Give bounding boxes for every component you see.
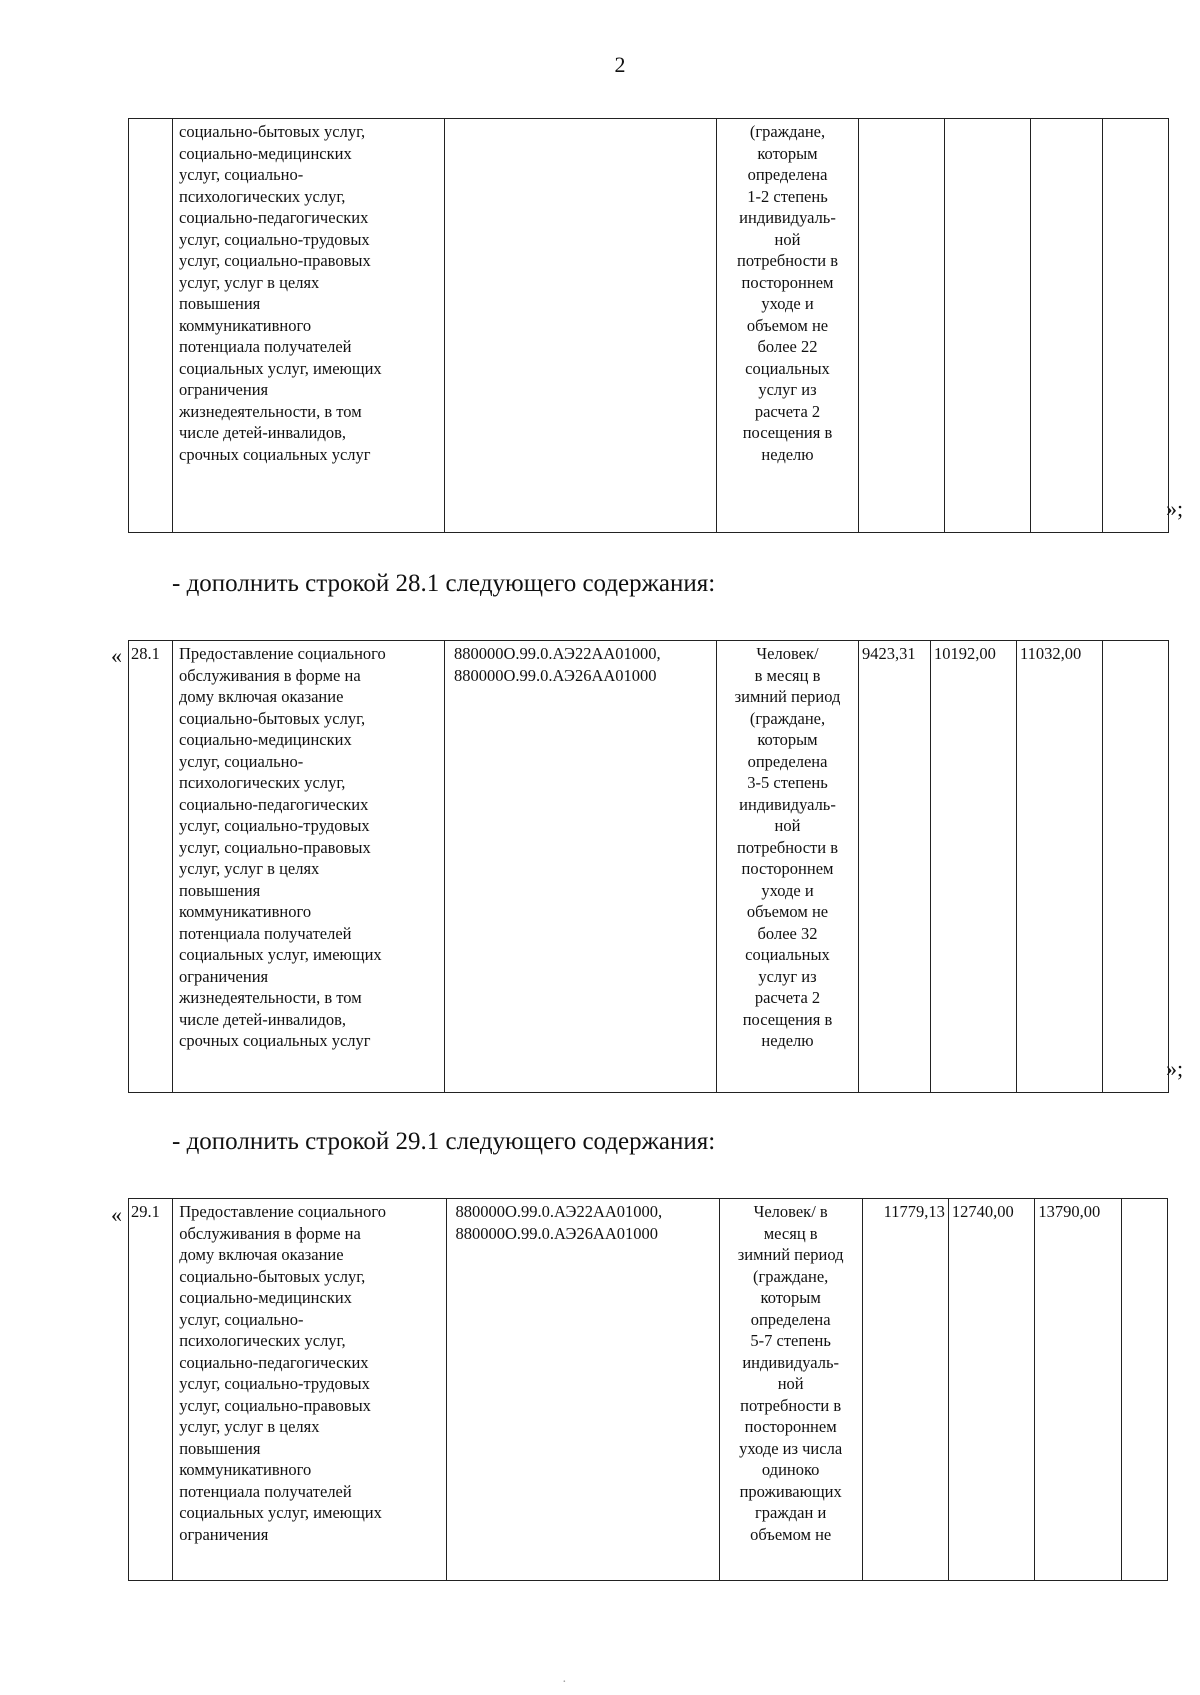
text-line: неделю [761,1031,814,1050]
cell-description [173,119,445,533]
cell-value-1 [859,119,945,533]
text-line: потенциала получателей [179,337,352,356]
text-line: услуг из [758,966,817,986]
text-line: услуг, социально-трудовых [179,1374,370,1393]
text-line: объемом не [746,315,829,335]
text-line: ограничения [179,1524,269,1544]
opening-quote: « [111,643,122,668]
text-line: (граждане, [753,1266,829,1286]
text-line: постороннем [741,859,834,878]
text-line: социально-педагогических [179,208,369,227]
text-line: которым [760,1288,821,1307]
table-continuation [128,118,1169,533]
text-line: числе детей-инвалидов, [179,1009,347,1029]
text-line: которым [757,143,818,163]
cell-unit [717,119,859,533]
text-line: ограничения [179,380,269,399]
closing-quote: »; [1166,496,1184,521]
text-line: обслуживания в форме на [179,665,361,685]
cell-empty [1103,119,1169,533]
text-line: социально-медицинских [179,730,352,749]
text-line: дому включая оказание [179,1245,344,1264]
cell-value-2: 10192,00 [931,641,1017,1093]
text-line: психологических услуг, [179,773,346,792]
row-number: 28.1 [129,641,173,1093]
text-line: услуг, социально-правовых [179,251,371,270]
text-line: граждан и [755,1503,827,1522]
cell-codes [445,641,717,1093]
text-line: социальных [745,358,830,378]
text-line: Человек/ [756,644,819,663]
text-line: коммуникативного [179,902,312,921]
text-line: социально-бытовых услуг, [179,1266,366,1286]
text-line: 880000О.99.0.АЭ22АА01000, [454,644,661,663]
cell-value-3 [1031,119,1103,533]
text-line: 880000О.99.0.АЭ22АА01000, [455,1202,663,1221]
text-line: повышения [179,1438,261,1458]
text-line: социальных услуг, имеющих [179,945,382,964]
text-line: социально-педагогических [179,1352,369,1372]
text-line: (граждане, [749,708,826,728]
cell-codes [446,1199,719,1581]
text-line: более 22 [757,337,818,356]
scan-speck: · [562,1675,567,1690]
text-line: числе детей-инвалидов, [179,423,347,442]
text-line: потребности в [740,1395,842,1415]
text-line: зимний период [734,687,841,706]
text-line: зимний период [737,1245,844,1264]
text-line: социально-педагогических [179,794,369,814]
page-number: 2 [614,52,626,77]
text-line: (граждане, [749,122,826,141]
text-line: потенциала получателей [179,1481,352,1501]
text-line: 880000О.99.0.АЭ26АА01000 [454,665,657,685]
text-line: более 32 [757,923,818,943]
text-line: посещения в [742,423,833,442]
text-line: 880000О.99.0.АЭ26АА01000 [455,1223,659,1243]
table-row [129,119,1169,533]
text-line: потенциала получателей [179,923,352,943]
closing-quote: »; [1166,1056,1184,1081]
text-line: срочных социальных услуг [179,1031,371,1050]
text-line: ной [774,816,801,835]
text-line: социально-бытовых услуг, [179,708,366,728]
text-line: социальных услуг, имеющих [179,1503,382,1522]
text-line: психологических услуг, [179,186,346,206]
text-line: ной [774,229,801,249]
text-line: услуг, услуг в целях [179,859,320,878]
text-line: потребности в [736,251,838,270]
text-line: услуг, социально- [179,1309,304,1329]
text-line: услуг, социально-трудовых [179,229,370,249]
cell-unit [719,1199,862,1581]
cell-value-1: 9423,31 [859,641,931,1093]
cell-value-2: 12740,00 [948,1199,1034,1581]
opening-quote: « [111,1202,122,1227]
text-line: 1-2 степень [747,186,828,206]
text-line: индивидуаль- [739,794,836,814]
cell-value-3: 11032,00 [1017,641,1103,1093]
text-line: услуг, социально- [179,165,304,184]
text-line: услуг, социально- [179,751,304,771]
table-row-29-1 [128,1198,1168,1581]
text-line: индивидуаль- [739,208,836,227]
cell-description [173,641,445,1093]
cell-empty [1121,1199,1167,1581]
text-line: 3-5 степень [747,773,828,792]
cell-description [173,1199,446,1581]
text-line: объемом не [746,902,829,921]
text-line: обслуживания в форме на [179,1223,361,1243]
text-line: объемом не [750,1524,832,1544]
text-line: услуг из [758,380,817,399]
text-line: потребности в [736,837,838,857]
cell-number [129,119,173,533]
text-line: коммуникативного [179,315,312,335]
text-line: определена [747,751,828,771]
text-line: месяц в [763,1223,818,1243]
text-line: Предоставление социального [179,644,386,663]
text-line: социальных [745,945,830,964]
cell-value-3: 13790,00 [1035,1199,1121,1581]
text-line: которым [757,730,818,749]
table-row [129,1199,1168,1581]
text-line: посещения в [742,1009,833,1029]
text-line: Предоставление социального [179,1202,386,1221]
text-line: социальных услуг, имеющих [179,358,382,378]
text-line: уходе и [761,294,814,313]
text-line: в месяц в [754,665,821,685]
text-line: социально-бытовых услуг, [179,122,366,141]
text-line: социально-медицинских [179,1288,352,1307]
cell-value-2 [945,119,1031,533]
text-line: социально-медицинских [179,143,352,163]
text-line: неделю [761,444,814,464]
heading-row-29: - дополнить строкой 29.1 следующего содержания: [172,1128,716,1155]
text-line: коммуникативного [179,1460,312,1479]
text-line: ной [777,1374,804,1393]
text-line: жизнедеятельности, в том [179,401,362,421]
text-line: расчета 2 [754,988,821,1007]
text-line: услуг, социально-трудовых [179,816,370,835]
text-line: ограничения [179,966,269,986]
text-line: постороннем [744,1417,837,1436]
text-line: Человек/ в [753,1202,828,1221]
text-line: дому включая оказание [179,687,344,706]
cell-value-1: 11779,13 [862,1199,948,1581]
text-line: психологических услуг, [179,1331,346,1350]
table-row-28-1 [128,640,1169,1093]
text-line: индивидуаль- [742,1352,839,1372]
cell-unit [717,641,859,1093]
text-line: постороннем [741,272,834,292]
text-line: повышения [179,294,261,313]
text-line: определена [747,165,828,184]
text-line: проживающих [739,1481,842,1501]
text-line: уходе и [761,880,814,900]
text-line: услуг, социально-правовых [179,837,371,857]
text-line: срочных социальных услуг [179,444,371,464]
text-line: определена [750,1309,831,1329]
text-line: услуг, социально-правовых [179,1395,371,1415]
cell-empty [1103,641,1169,1093]
row-number: 29.1 [129,1199,173,1581]
text-line: одиноко [761,1460,820,1479]
table-row [129,641,1169,1093]
heading-row-28: - дополнить строкой 28.1 следующего содержания: [172,570,716,597]
text-line: услуг, услуг в целях [179,1417,320,1436]
text-line: уходе из числа [739,1438,843,1458]
text-line: расчета 2 [754,401,821,421]
text-line: повышения [179,880,261,900]
text-line: жизнедеятельности, в том [179,988,362,1007]
text-line: 5-7 степень [750,1331,831,1350]
cell-codes [445,119,717,533]
text-line: услуг, услуг в целях [179,272,320,292]
